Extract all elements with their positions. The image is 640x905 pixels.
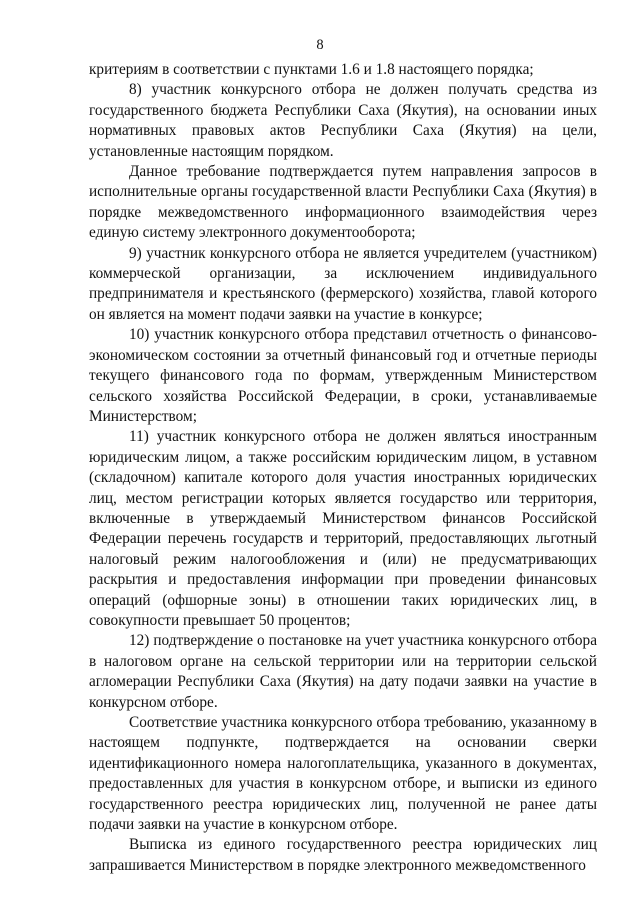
paragraph-registry-extract: Выписка из единого государственного реестра юридических лиц запрашивается Министерством в порядке электронного межведомственного [89,836,597,874]
paragraph-criteria-continuation: критериям в соответствии с пунктами 1.6 и 1.8 настоящего порядка; [89,61,534,78]
paragraph-item-8-confirmation: Данное требование подтверждается путем направления запросов в исполнительные органы государственной власти Республики Саха (Якутия) в порядке межведомственного информационного взаимодействия через единую систему электронного документооборота; [89,163,597,242]
paragraph-item-12: 12) подтверждение о постановке на учет участника конкурсного отбора в налоговом органе на сельской территории или на территории сельской агломерации Республики Саха (Якутия) на дату подачи заявки на участие в конкурсном отборе. [89,632,597,711]
paragraph-item-8: 8) участник конкурсного отбора не должен получать средства из государственного бюджета Республики Саха (Якутия), на основании иных нормативных правовых актов Республики Саха (Якутия) на цели, установленные настоящим порядком. [89,81,597,160]
paragraph-item-10: 10) участник конкурсного отбора представил отчетность о финансово-экономическом состоянии за отчетный финансовый год и отчетные периоды текущего финансового года по формам, утвержденным Министерством сельского хозяйства Российской Федерации, в сроки, устанавливаемые Министерством; [89,326,597,425]
paragraph-item-12-compliance: Соответствие участника конкурсного отбора требованию, указанному в настоящем подпункте, подтверждается на основании сверки идентификационного номера налогоплательщика, указанного в документах, предоставленных для участия в конкурсном отборе, и выписки из единого государственного реестра юридических лиц, полученной не ранее даты подачи заявки на участие в конкурсном отборе. [89,714,597,834]
page-number: 8 [316,37,324,53]
document-body [89,60,597,876]
paragraph-item-11: 11) участник конкурсного отбора не должен являться иностранным юридическим лицом, а также российским юридическим лицом, в уставном (складочном) капитале которого доля участия иностранных юридических лиц, местом регистрации которых является государство или территория, включенные в утверждаемый Министерством финансов Российской Федерации перечень государств и территорий, предоставляющих льготный налоговый режим налогообложения и (или) не предусматривающих раскрытия и предоставления информации при проведении финансовых операций (офшорные зоны) в отношении таких юридических лиц, в совокупности превышает 50 процентов; [89,428,597,629]
paragraph-item-9: 9) участник конкурсного отбора не является учредителем (участником) коммерческой организации, за исключением индивидуального предпринимателя и крестьянского (фермерского) хозяйства, главой которого он является на момент подачи заявки на участие в конкурсе; [89,244,597,323]
